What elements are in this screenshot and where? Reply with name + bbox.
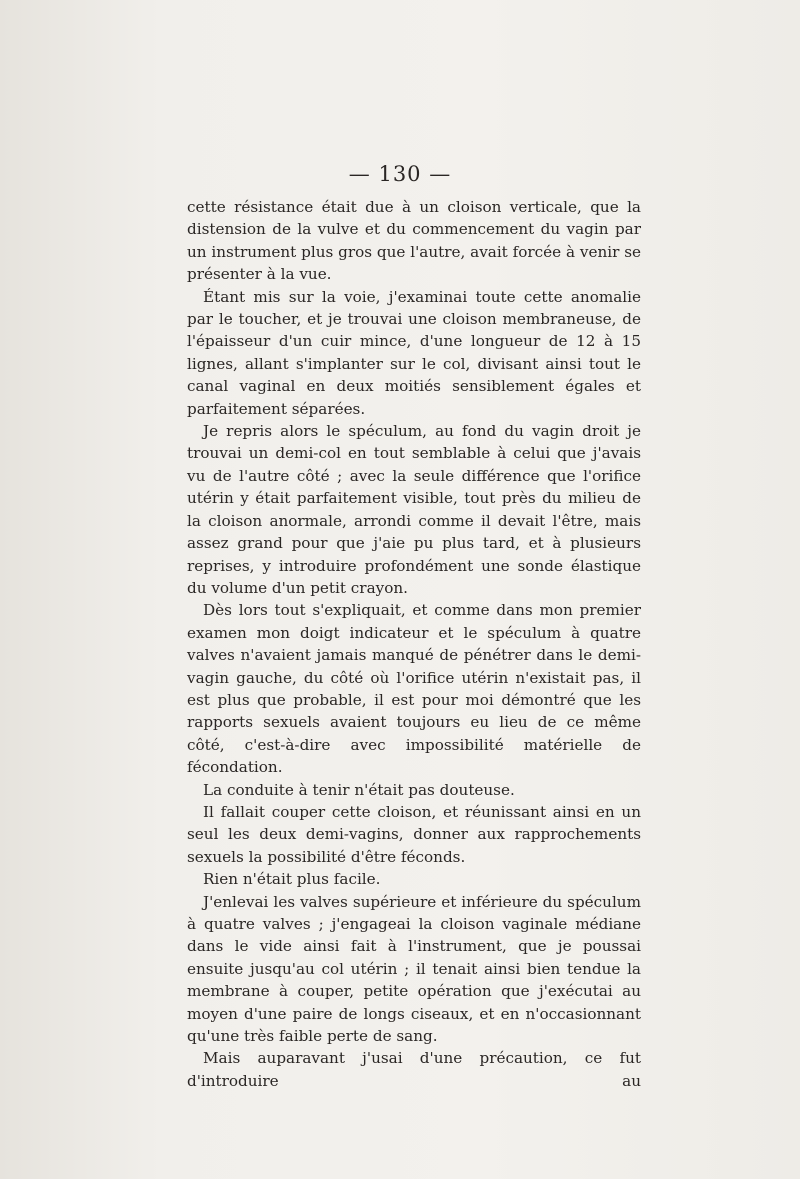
paragraph-4: Dès lors tout s'expliquait, et comme dans mon premier examen mon doigt indicateur et le spéculum à quatre valves n'avaient jamais manqué de pénétrer dans le demi-vagin gauche, du côté où l'orifice utérin n'existait pas, il est plus que probable, il est pour moi démontré que les rapports sexuels avaient toujours eu lieu de ce même côté, c'est-à-dire avec impossibilité matérielle de fécondation.: [187, 601, 641, 777]
body-text: [187, 196, 641, 1092]
page-number: — 130 —: [348, 162, 452, 186]
paragraph-5: La conduite à tenir n'était pas douteuse.: [203, 780, 515, 799]
paragraph-1: cette résistance était due à un cloison verticale, que la distension de la vulve et du commencement du vagin par un instrument plus gros que l'autre, avait forcée à venir se présenter à la vue.: [187, 198, 641, 284]
paragraph-3: Je repris alors le spéculum, au fond du vagin droit je trouvai un demi-col en tout semblable à celui que j'avais vu de l'autre côté ; avec la seule différence que l'orifice utérin y était parfaitement visible, tout près du milieu de la cloison anormale, arrondi comme il devait l'être, mais assez grand pour que j'aie pu plus tard, et à plusieurs reprises, y introduire profondément une sonde élastique du volume d'un petit crayon.: [187, 422, 641, 597]
paragraph-6: Il fallait couper cette cloison, et réunissant ainsi en un seul les deux demi-vagins, donner aux rapprochements sexuels la possibilité d'être féconds.: [187, 802, 641, 866]
paragraph-7: Rien n'était plus facile.: [203, 870, 381, 889]
paragraph-8: J'enlevai les valves supérieure et inférieure du spéculum à quatre valves ; j'engageai la cloison vaginale médiane dans le vide ainsi fait à l'instrument, que je poussai ensuite jusqu'au col utérin ; il tenait ainsi bien tendue la membrane à couper, petite opération que j'exécutai au moyen d'une paire de longs ciseaux, et en n'occasionnant qu'une très faible perte de sang.: [187, 892, 641, 1046]
paragraph-2: Étant mis sur la voie, j'examinai toute cette anomalie par le toucher, et je trouvai une cloison membraneuse, de l'épaisseur d'un cuir mince, d'une longueur de 12 à 15 lignes, allant s'implanter sur le col, divisant ainsi tout le canal vaginal en deux moitiés sensiblement égales et parfaitement séparées.: [187, 287, 641, 418]
paragraph-9: Mais auparavant j'usai d'une précaution, ce fut d'introduire au: [187, 1049, 641, 1090]
